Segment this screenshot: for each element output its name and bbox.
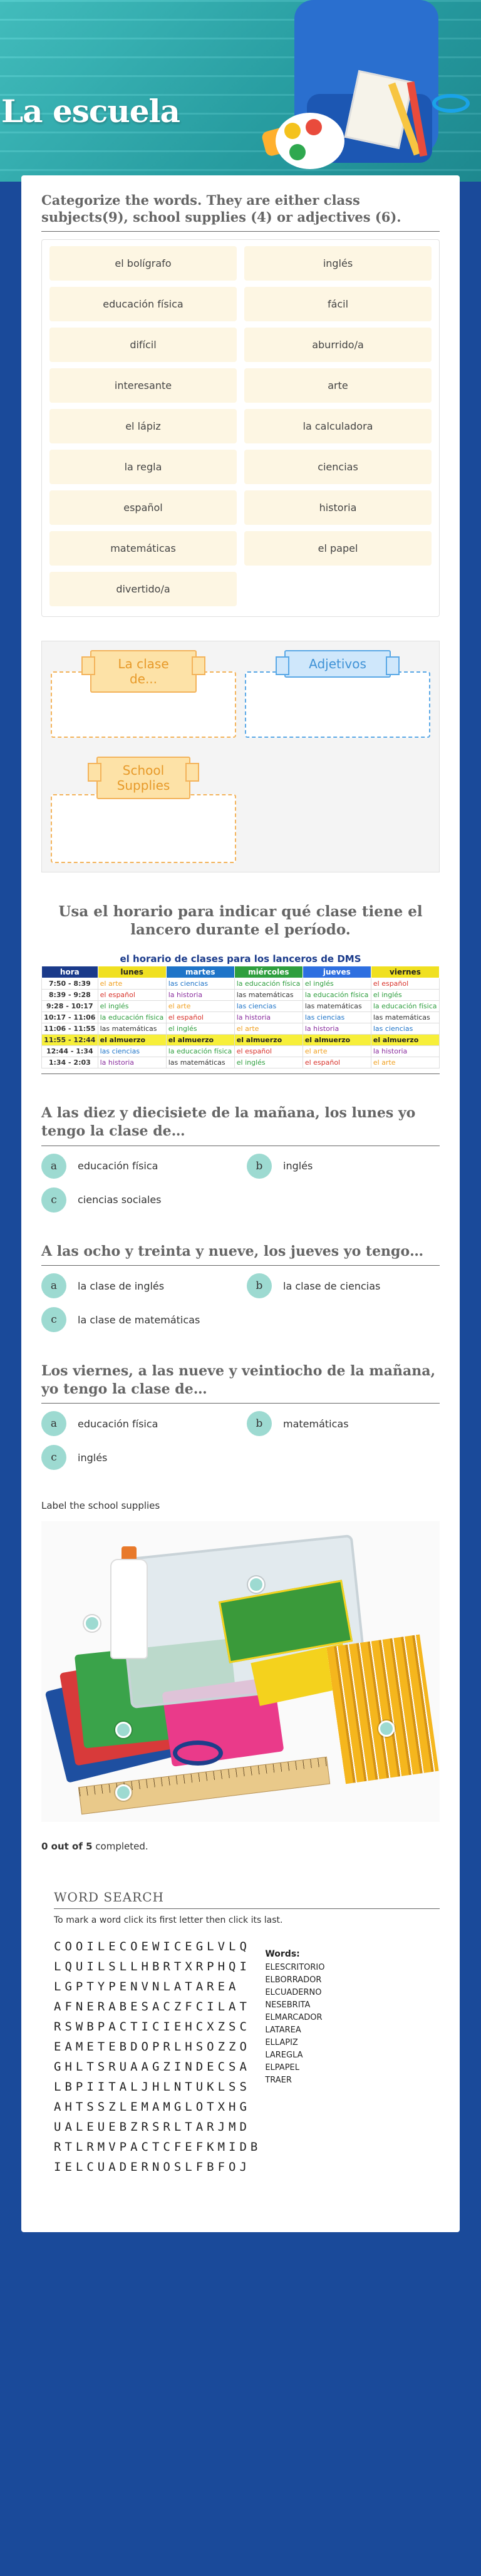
- schedule-cell: el español: [371, 978, 439, 990]
- bin-adjectives[interactable]: [245, 650, 430, 738]
- schedule-header: lunes: [98, 966, 166, 978]
- schedule-cell: el inglés: [303, 978, 371, 990]
- schedule-cell: el almuerzo: [371, 1035, 439, 1046]
- schedule-cell: las matemáticas: [98, 1023, 166, 1035]
- schedule-cell: las ciencias: [166, 978, 234, 990]
- label-progress: [41, 1841, 440, 1852]
- option-text: matemáticas: [283, 1417, 349, 1430]
- schedule-cell: las ciencias: [303, 1012, 371, 1023]
- schedule-cell: el arte: [371, 1057, 439, 1068]
- scissors-illustration: [432, 94, 470, 113]
- schedule-time: 7:50 - 8:39: [42, 978, 98, 990]
- word-chip[interactable]: ciencias: [244, 450, 432, 484]
- schedule-cell: el español: [98, 990, 166, 1001]
- schedule-cell: el inglés: [98, 1001, 166, 1012]
- schedule-time: 10:17 - 11:06: [42, 1012, 98, 1023]
- bin-school-supplies[interactable]: [51, 757, 236, 863]
- bin-label: La clase de...: [90, 650, 197, 693]
- word-pool: [41, 239, 440, 617]
- word-chip[interactable]: divertido/a: [49, 572, 237, 606]
- worksheet-card: [21, 175, 460, 2232]
- schedule-cell: las matemáticas: [166, 1057, 234, 1068]
- schedule-cell: la historia: [166, 990, 234, 1001]
- option-letter: a: [41, 1154, 66, 1179]
- bin-label: Adjetivos: [284, 650, 391, 678]
- page-title: La escuela: [1, 93, 180, 130]
- word-chip[interactable]: el lápiz: [49, 409, 237, 443]
- word-search-row[interactable]: LBPIITALJHLNTUKLSS: [54, 2080, 251, 2094]
- label-supplies-title: Label the school supplies: [41, 1500, 160, 1512]
- word-list-label: Words:: [265, 1949, 300, 1960]
- word-chip[interactable]: aburrido/a: [244, 328, 432, 362]
- school-supplies-image: [41, 1521, 440, 1822]
- word-chip[interactable]: el papel: [244, 531, 432, 566]
- word-search-body: [54, 1937, 440, 2177]
- schedule-time: 11:55 - 12:44: [42, 1035, 98, 1046]
- paint-palette-illustration: [276, 113, 344, 169]
- word-chip[interactable]: la regla: [49, 450, 237, 484]
- backpack-illustration: [263, 0, 481, 182]
- word-search-card: [41, 1890, 440, 2177]
- schedule-cell: las ciencias: [371, 1023, 439, 1035]
- schedule-caption: el horario de clases para los lanceros de DMS: [120, 953, 361, 965]
- schedule-cell: la historia: [303, 1023, 371, 1035]
- schedule-section: [41, 903, 440, 1075]
- word-search-row[interactable]: LGPTYPENVNLATAREA: [54, 1980, 240, 1994]
- word-list: [265, 1937, 328, 2177]
- schedule-cell: la historia: [371, 1046, 439, 1057]
- word-list-item: ELPAPEL: [265, 2063, 299, 2073]
- word-chip[interactable]: matemáticas: [49, 531, 237, 566]
- word-search-row[interactable]: COOILECOEWICEGLVLQ: [54, 1940, 251, 1954]
- option-letter: c: [41, 1187, 66, 1213]
- answer-option-b[interactable]: [247, 1154, 440, 1179]
- word-search-instructions: To mark a word click its first letter then click its last.: [54, 1915, 283, 1926]
- word-search-row[interactable]: LQUILSLLHBRTXRPHQI: [54, 1960, 251, 1974]
- schedule-cell: la educación física: [166, 1046, 234, 1057]
- schedule-header: miércoles: [234, 966, 303, 978]
- schedule-header: hora: [42, 966, 98, 978]
- answer-option-c[interactable]: [41, 1187, 234, 1213]
- schedule-row: [42, 1012, 440, 1023]
- word-list-items: [265, 1962, 328, 2087]
- word-list-item: LAREGLA: [265, 2051, 303, 2061]
- answer-option-a[interactable]: [41, 1154, 234, 1179]
- schedule-row: [42, 978, 440, 990]
- paint-dot: [289, 144, 306, 160]
- word-chip[interactable]: interesante: [49, 368, 237, 403]
- categorize-section: [41, 192, 440, 872]
- option-letter: c: [41, 1307, 66, 1332]
- option-text: educación física: [78, 1160, 158, 1172]
- word-search-row[interactable]: AHTSSZLEMAMGLOTXHG: [54, 2100, 251, 2114]
- word-search-row[interactable]: RSWBPACTICIEHCXZSC: [54, 2020, 251, 2034]
- schedule-cell: el español: [234, 1046, 303, 1057]
- schedule-cell: el almuerzo: [166, 1035, 234, 1046]
- schedule-row: [42, 990, 440, 1001]
- option-letter: a: [41, 1273, 66, 1298]
- schedule-time: 12:44 - 1:34: [42, 1046, 98, 1057]
- schedule-cell: las matemáticas: [371, 1012, 439, 1023]
- schedule-cell: las ciencias: [234, 1001, 303, 1012]
- schedule-cell: el español: [303, 1057, 371, 1068]
- word-list-item: LATAREA: [265, 2025, 301, 2035]
- schedule-header: martes: [166, 966, 234, 978]
- glue-bottle-illustration: [110, 1559, 148, 1659]
- schedule-time: 1:34 - 2:03: [42, 1057, 98, 1068]
- pencils-illustration: [326, 1635, 438, 1784]
- schedule-image: [41, 952, 440, 1074]
- word-chip[interactable]: español: [49, 490, 237, 525]
- schedule-body: [42, 978, 440, 1068]
- schedule-cell: el almuerzo: [98, 1035, 166, 1046]
- option-letter: c: [41, 1445, 66, 1470]
- drop-zone[interactable]: [245, 671, 430, 738]
- option-letter: b: [247, 1154, 272, 1179]
- schedule-cell: el español: [166, 1012, 234, 1023]
- answer-option-c[interactable]: [41, 1445, 234, 1470]
- schedule-row: [42, 1001, 440, 1012]
- word-chip[interactable]: la calculadora: [244, 409, 432, 443]
- question-prompt: Los viernes, a las nueve y veintiocho de la mañana, yo tengo la clase de…: [41, 1362, 440, 1404]
- word-chip[interactable]: inglés: [244, 246, 432, 281]
- word-chip[interactable]: educación física: [49, 287, 237, 321]
- schedule-row: [42, 1046, 440, 1057]
- option-text: la clase de inglés: [78, 1280, 165, 1292]
- word-search-row[interactable]: EAMETEBDOPRLHSOZZO: [54, 2040, 251, 2054]
- word-search-row[interactable]: RTLRMVPACTCFEFKMIDB: [54, 2140, 262, 2154]
- schedule-cell: el arte: [166, 1001, 234, 1012]
- word-chip[interactable]: difícil: [49, 328, 237, 362]
- schedule-cell: el arte: [303, 1046, 371, 1057]
- question-3: [41, 1362, 440, 1470]
- option-text: la clase de ciencias: [283, 1280, 381, 1292]
- word-search-row[interactable]: IELCUADERNOSLFBFOJ: [54, 2160, 251, 2175]
- schedule-cell: el inglés: [234, 1057, 303, 1068]
- word-list-item: ELMARCADOR: [265, 2013, 323, 2023]
- word-search-row[interactable]: GHLTSRUAAGZINDECSA: [54, 2060, 251, 2074]
- schedule-cell: el almuerzo: [234, 1035, 303, 1046]
- word-list-item: TRAER: [265, 2076, 292, 2086]
- question-2: [41, 1243, 440, 1333]
- word-search-row[interactable]: UALEUEBZRSRLTARJMD: [54, 2120, 251, 2134]
- question-prompt: A las diez y diecisiete de la mañana, los lunes yo tengo la clase de…: [41, 1104, 440, 1146]
- answer-option-a[interactable]: [41, 1411, 234, 1436]
- question-1: [41, 1104, 440, 1212]
- schedule-time: 11:06 - 11:55: [42, 1023, 98, 1035]
- word-chip[interactable]: fácil: [244, 287, 432, 321]
- option-text: la clase de matemáticas: [78, 1313, 200, 1326]
- hero-banner: [0, 0, 481, 182]
- label-supplies-section: [41, 1500, 440, 2177]
- progress-count: 0 out of 5: [41, 1841, 93, 1853]
- schedule-cell: el arte: [98, 978, 166, 990]
- schedule-cell: la historia: [98, 1057, 166, 1068]
- schedule-row: [42, 1057, 440, 1068]
- answer-options: [41, 1154, 440, 1213]
- schedule-cell: el almuerzo: [303, 1035, 371, 1046]
- answer-options: [41, 1273, 440, 1332]
- schedule-cell: la educación física: [234, 978, 303, 990]
- option-letter: b: [247, 1273, 272, 1298]
- paint-dot: [306, 119, 322, 135]
- word-chip[interactable]: historia: [244, 490, 432, 525]
- schedule-row: [42, 1035, 440, 1046]
- schedule-prompt: Usa el horario para indicar qué clase tiene el lancero durante el período.: [58, 903, 423, 939]
- schedule-cell: las matemáticas: [303, 1001, 371, 1012]
- label-hotspot[interactable]: [84, 1615, 100, 1632]
- option-letter: a: [41, 1411, 66, 1436]
- schedule-cell: la educación física: [303, 990, 371, 1001]
- option-text: inglés: [78, 1451, 108, 1464]
- schedule-header: jueves: [303, 966, 371, 978]
- word-list-item: ELCUADERNO: [265, 1988, 322, 1998]
- question-prompt: A las ocho y treinta y nueve, los jueves yo tengo…: [41, 1243, 440, 1266]
- schedule-cell: el arte: [234, 1023, 303, 1035]
- progress-suffix: completed.: [92, 1841, 148, 1853]
- schedule-header: viernes: [371, 966, 439, 978]
- word-chip[interactable]: arte: [244, 368, 432, 403]
- schedule-row: [42, 1023, 440, 1035]
- schedule-cell: la educación física: [98, 1012, 166, 1023]
- answer-option-b[interactable]: [247, 1273, 440, 1298]
- option-text: educación física: [78, 1417, 158, 1430]
- schedule-cell: el inglés: [166, 1023, 234, 1035]
- schedule-time: 9:28 - 10:17: [42, 1001, 98, 1012]
- bin-class-subjects[interactable]: [51, 650, 236, 738]
- word-chip[interactable]: el bolígrafo: [49, 246, 237, 281]
- word-search-title: WORD SEARCH: [54, 1890, 440, 1909]
- category-bins: [41, 641, 440, 872]
- bin-label: School Supplies: [96, 757, 190, 799]
- schedule-cell: el inglés: [371, 990, 439, 1001]
- answer-option-b[interactable]: [247, 1411, 440, 1436]
- categorize-prompt: Categorize the words. They are either class subjects(9), school supplies (4) or adjectives (6).: [41, 192, 440, 232]
- answer-option-a[interactable]: [41, 1273, 234, 1298]
- scissors-illustration: [173, 1741, 223, 1766]
- schedule-cell: la educación física: [371, 1001, 439, 1012]
- schedule-cell: las matemáticas: [234, 990, 303, 1001]
- word-list-item: ELBORRADOR: [265, 1975, 322, 1985]
- answer-option-c[interactable]: [41, 1307, 234, 1332]
- schedule-cell: la historia: [234, 1012, 303, 1023]
- paint-dot: [284, 123, 301, 139]
- drop-zone[interactable]: [51, 794, 236, 863]
- word-list-item: ELESCRITORIO: [265, 1963, 325, 1973]
- answer-options: [41, 1411, 440, 1470]
- schedule-time: 8:39 - 9:28: [42, 990, 98, 1001]
- option-text: inglés: [283, 1160, 313, 1172]
- schedule-cell: las ciencias: [98, 1046, 166, 1057]
- word-list-item: ELLAPIZ: [265, 2038, 298, 2048]
- word-search-row[interactable]: AFNERABESACZFCILAT: [54, 2000, 251, 2014]
- word-search-grid[interactable]: [54, 1937, 261, 2177]
- schedule-table: [41, 952, 440, 1068]
- option-text: ciencias sociales: [78, 1194, 162, 1206]
- option-letter: b: [247, 1411, 272, 1436]
- word-list-item: NESEBRITA: [265, 2000, 311, 2010]
